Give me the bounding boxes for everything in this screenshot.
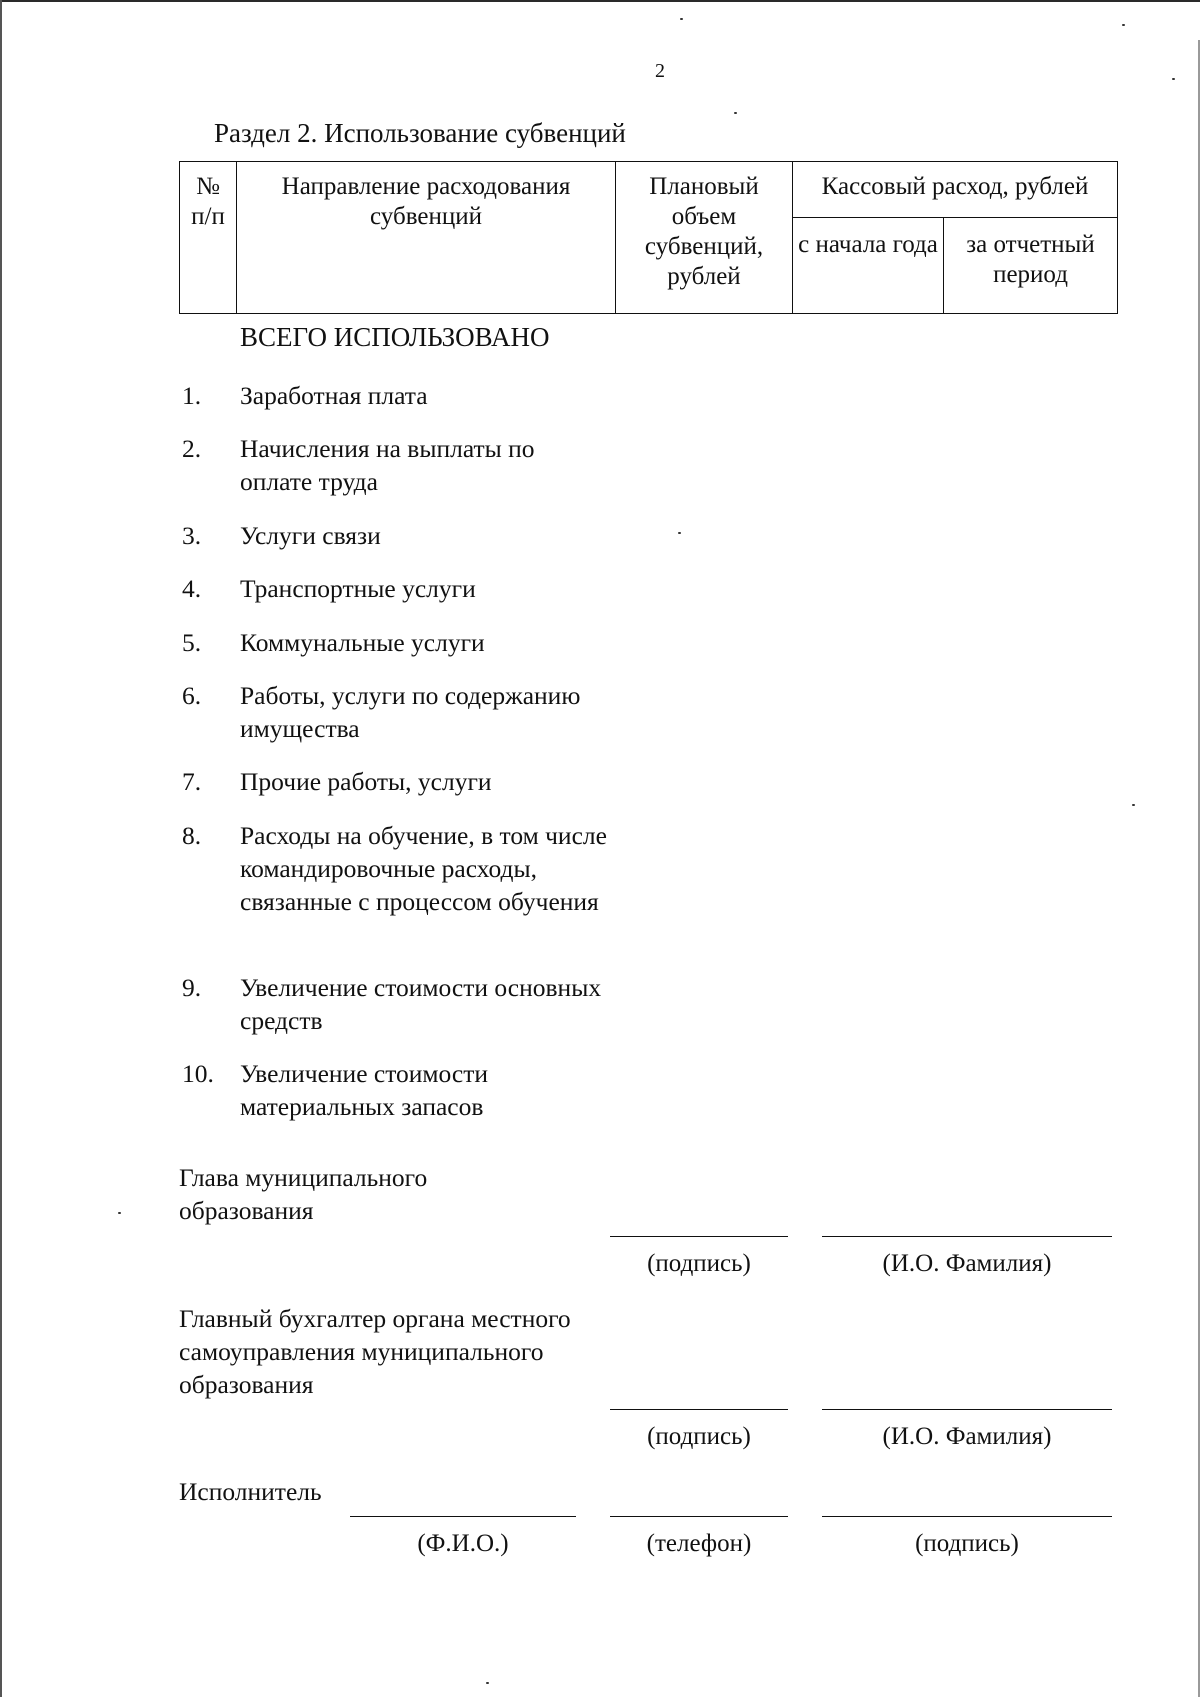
item-number: 6.	[182, 681, 202, 710]
fio-caption: (Ф.И.О.)	[417, 1530, 509, 1557]
item-label: Услуги связи	[240, 521, 381, 550]
total-used-label: ВСЕГО ИСПОЛЬЗОВАНО	[240, 322, 550, 352]
name-caption: (И.О. Фамилия)	[882, 1423, 1052, 1450]
item-number: 4.	[182, 574, 202, 603]
header-cash-period: за отчетный период	[944, 218, 1118, 314]
head-of-municipality-label: Глава муниципального образования	[179, 1163, 428, 1225]
scan-edge-left	[0, 0, 2, 1697]
item-number: 10.	[182, 1059, 214, 1088]
item-number: 3.	[182, 521, 202, 550]
signature-line	[610, 1236, 788, 1237]
item-label: Заработная плата	[240, 381, 428, 410]
signature-caption: (подпись)	[647, 1423, 751, 1450]
header-direction: Направление расходования субвенций	[237, 162, 616, 314]
item-label: Начисления на выплаты по оплате труда	[240, 434, 535, 496]
item-label: Транспортные услуги	[240, 574, 476, 603]
scan-speck	[118, 1212, 121, 1214]
scan-speck	[680, 18, 683, 20]
signature-line	[822, 1516, 1112, 1517]
item-label: Прочие работы, услуги	[240, 767, 492, 796]
header-cash-year: с начала года	[793, 218, 944, 314]
name-line	[822, 1236, 1112, 1237]
item-label: Увеличение стоимости материальных запасов	[240, 1059, 489, 1121]
scan-edge-top	[0, 0, 1200, 2]
signature-caption: (подпись)	[915, 1530, 1019, 1557]
item-label: Увеличение стоимости основных средств	[240, 973, 602, 1035]
expenditure-table-header	[179, 161, 1118, 314]
scan-speck	[486, 1682, 489, 1684]
signature-line	[610, 1409, 788, 1410]
item-number: 1.	[182, 381, 202, 410]
item-label: Работы, услуги по содержанию имущества	[240, 681, 581, 743]
name-line	[822, 1409, 1112, 1410]
name-caption: (И.О. Фамилия)	[882, 1250, 1052, 1277]
fio-line	[350, 1516, 576, 1517]
item-number: 8.	[182, 821, 202, 850]
item-number: 2.	[182, 434, 202, 463]
header-number: № п/п	[180, 162, 237, 314]
header-cash-expense: Кассовый расход, рублей	[793, 162, 1118, 218]
scan-speck	[1132, 804, 1135, 806]
chief-accountant-label: Главный бухгалтер органа местного самоуправления муниципального образования	[179, 1304, 571, 1399]
section-title: Раздел 2. Использование субвенций	[214, 118, 626, 148]
item-number: 7.	[182, 767, 202, 796]
header-planned-volume: Плановый объем субвенций, рублей	[616, 162, 793, 314]
scan-speck	[1172, 78, 1175, 80]
item-number: 9.	[182, 973, 202, 1002]
scan-speck	[678, 532, 681, 534]
scan-speck	[1122, 24, 1125, 26]
phone-caption: (телефон)	[646, 1530, 752, 1557]
scan-speck	[734, 112, 737, 114]
item-label: Коммунальные услуги	[240, 628, 485, 657]
signature-caption: (подпись)	[647, 1250, 751, 1277]
executor-label: Исполнитель	[179, 1477, 322, 1506]
item-number: 5.	[182, 628, 202, 657]
phone-line	[610, 1516, 788, 1517]
page-number: 2	[655, 60, 665, 82]
item-label: Расходы на обучение, в том числе командировочные расходы, связанные с процессом обучения	[240, 821, 607, 916]
